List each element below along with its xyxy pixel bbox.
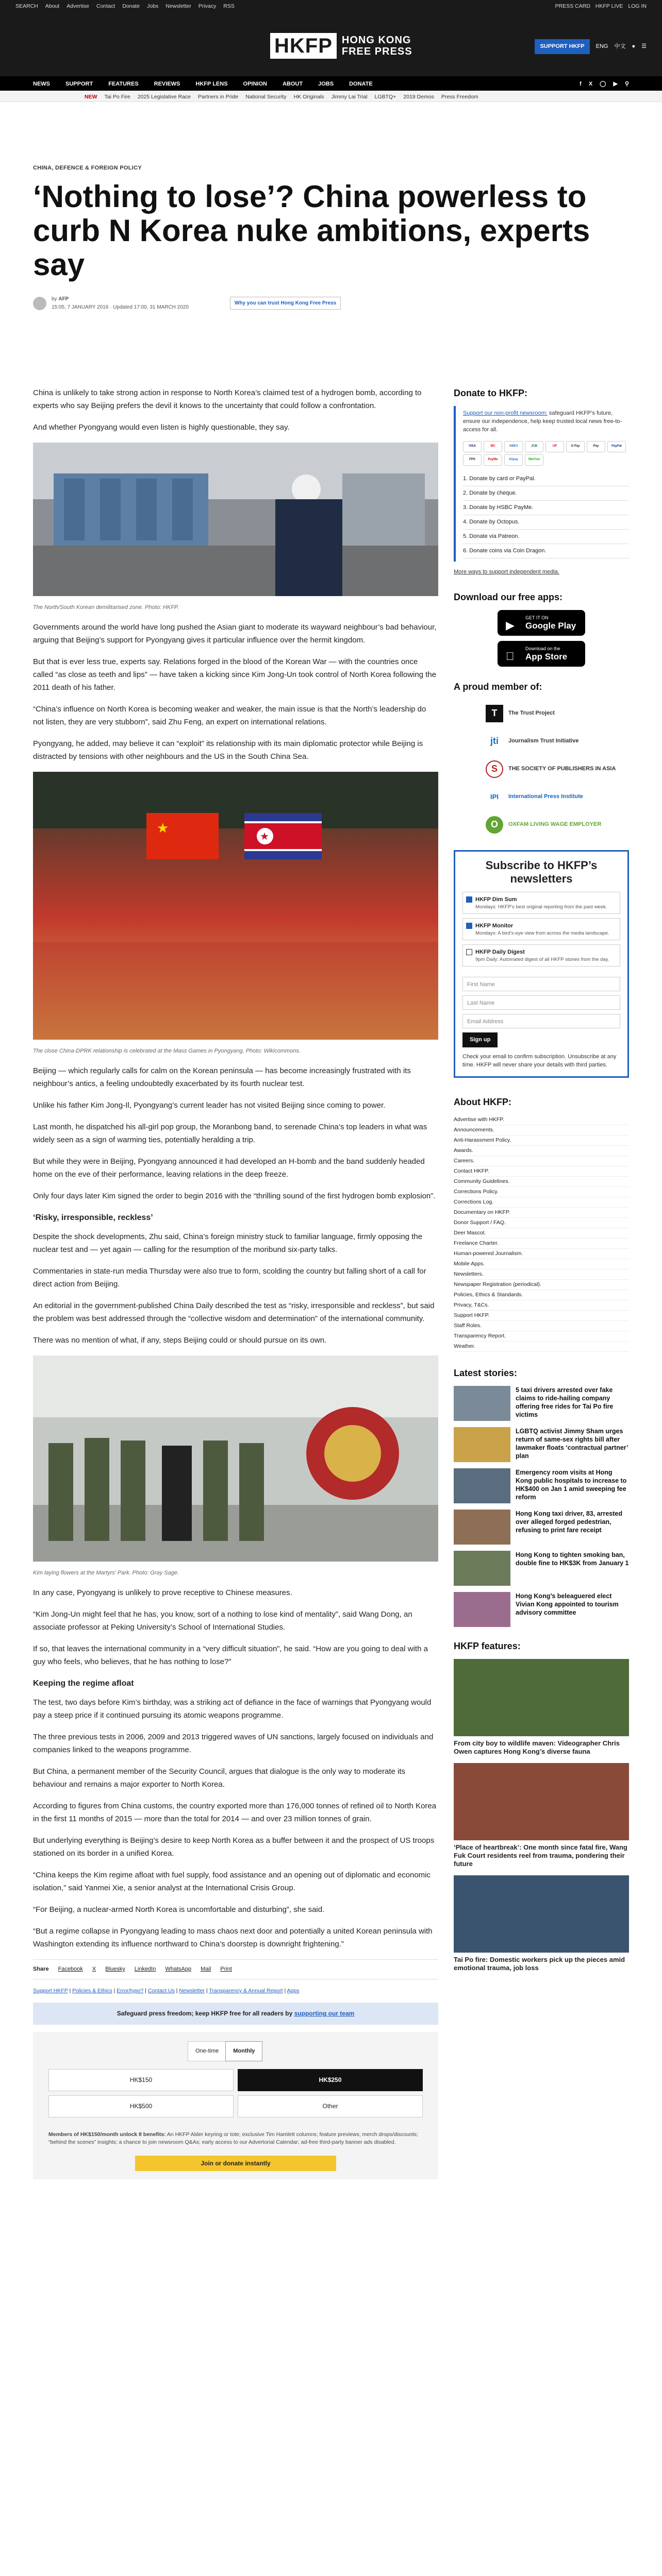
- ticker-item[interactable]: LGBTQ+: [374, 94, 396, 100]
- share-linkedin[interactable]: LinkedIn: [134, 1966, 156, 1972]
- donate-heading: Donate to HKFP:: [454, 388, 527, 398]
- top-utility-left: [15, 2, 235, 10]
- about-link[interactable]: Privacy, T&Cs.: [454, 1300, 629, 1311]
- share-print[interactable]: Print: [220, 1966, 232, 1972]
- feature-story[interactable]: [454, 1659, 629, 1756]
- about-link[interactable]: Freelance Charter.: [454, 1239, 629, 1249]
- about-link[interactable]: Staff Roles.: [454, 1321, 629, 1331]
- sidebar: [454, 386, 629, 1979]
- latest-story[interactable]: [454, 1592, 629, 1627]
- benefits-bold: Members of HK$150/month unlock 8 benefits:: [48, 2131, 166, 2138]
- donate-option[interactable]: 6. Donate coins via Coin Dragon.: [463, 544, 629, 558]
- features-heading: HKFP features:: [454, 1640, 521, 1651]
- feature-image: [454, 1875, 629, 1953]
- share-label: Share: [33, 1966, 49, 1972]
- story-title: Hong Kong taxi driver, 83, arrested over alleged forged pedestrian, refusing to print fare receipt: [516, 1510, 623, 1534]
- article-paragraph: But underlying everything is Beijing’s desire to keep North Korea as a buffer between it and the prospect of US troops stationed on its border in a unified Korea.: [33, 1836, 435, 1858]
- oxfam-logo: O: [486, 816, 503, 834]
- donate-option[interactable]: 4. Donate by Octopus.: [463, 515, 629, 530]
- link-separator: |: [145, 1988, 146, 1994]
- checkbox[interactable]: [466, 949, 472, 955]
- policies-link[interactable]: Policies & Ethics: [72, 1988, 112, 1994]
- feature-image: [454, 1763, 629, 1840]
- amount-option[interactable]: HK$500: [48, 2095, 234, 2117]
- about-link[interactable]: Corrections Log.: [454, 1197, 629, 1208]
- ticker-new-label: NEW: [85, 94, 97, 100]
- ticker-item[interactable]: 2019 Demos: [403, 94, 434, 100]
- feature-story[interactable]: [454, 1763, 629, 1868]
- about-link[interactable]: Newspaper Registration (periodical).: [454, 1280, 629, 1290]
- masthead: [0, 11, 662, 76]
- article-paragraph: There was no mention of what, if any, steps Beijing could or should pursue on its own.: [33, 1336, 327, 1345]
- site-logo[interactable]: [270, 33, 412, 59]
- contact-us-link[interactable]: Contact Us: [147, 1988, 175, 1994]
- donate-option[interactable]: 1. Donate by card or PayPal.: [463, 472, 629, 486]
- story-thumbnail: [454, 1468, 510, 1503]
- join-donate-button[interactable]: Join or donate instantly: [135, 2156, 336, 2171]
- apple-icon: [506, 648, 515, 665]
- fps-icon: FPS: [463, 454, 482, 466]
- member-name: THE SOCIETY OF PUBLISHERS IN ASIA: [508, 766, 616, 772]
- about-link[interactable]: Donor Support / FAQ.: [454, 1218, 629, 1228]
- nav-features[interactable]: FEATURES: [108, 81, 139, 87]
- youtube-icon[interactable]: ▶: [613, 81, 618, 87]
- member-name: International Press Institute: [508, 793, 583, 800]
- support-hkfp-button[interactable]: SUPPORT HKFP: [535, 39, 589, 54]
- figure-caption: Kim laying flowers at the Martyrs’ Park. Photo: Gray Sage.: [33, 1570, 179, 1576]
- topic-ticker: [0, 91, 662, 102]
- svg-text:★: ★: [157, 820, 169, 836]
- photo-martyrs-park: [33, 1355, 438, 1562]
- option-desc: Mondays: HKFP’s best original reporting from the past week.: [475, 904, 607, 910]
- logo-line-1: HONG KONG: [341, 35, 411, 46]
- donate-text-body: safeguard HKFP’s future, ensure our independence, help keep trusted local news free-to-access for all.: [463, 410, 622, 433]
- tab-one-time[interactable]: One-time: [195, 2048, 219, 2054]
- share-x[interactable]: X: [92, 1966, 96, 1972]
- signup-button[interactable]: Sign up: [462, 1032, 498, 1047]
- donate-text: [463, 409, 629, 434]
- nav-support[interactable]: SUPPORT: [65, 81, 93, 87]
- donate-option[interactable]: 3. Donate by HSBC PayMe.: [463, 501, 629, 515]
- amount-option-other[interactable]: Other: [238, 2095, 423, 2117]
- first-name-input[interactable]: First Name: [462, 977, 620, 991]
- article-paragraph: If so, that leaves the international community in a “very difficult situation”, he said. “How are you going to deal with a guy who feels, who believes, that he has nothing to lose?”: [33, 1645, 428, 1666]
- card-jcb-icon: JCB: [525, 441, 543, 452]
- topic-ticker-items: [85, 93, 478, 101]
- updated-date: Updated 17:00, 31 MARCH 2020: [113, 304, 189, 310]
- paypal-icon: PayPal: [607, 441, 626, 452]
- photo-dmz: [33, 443, 438, 596]
- x-icon[interactable]: X: [588, 81, 593, 87]
- jobs-link[interactable]: Jobs: [147, 3, 159, 9]
- google-play-small: GET IT ON: [525, 615, 549, 620]
- story-thumbnail: [454, 1427, 510, 1462]
- sopa-logo: S: [486, 760, 503, 778]
- user-icon[interactable]: ●: [632, 43, 636, 49]
- donate-text-link[interactable]: Support our non-profit newsroom:: [463, 410, 548, 416]
- photo-mass-games: [33, 772, 438, 1040]
- nav-jobs[interactable]: JOBS: [318, 81, 334, 87]
- google-play-big: Google Play: [525, 620, 576, 631]
- nav-reviews[interactable]: REVIEWS: [154, 81, 180, 87]
- donation-amounts: [48, 2069, 423, 2117]
- article-paragraph: “Kim Jong-Un might feel that he has, you know, sort of a nothing to lose kind of mentality”, said Wang Dong, an associate professor at Peking University’s School of International Studies.: [33, 1610, 412, 1632]
- figure-caption: The North/South Korean demilitarised zone. Photo: HKFP.: [33, 604, 179, 611]
- last-name-input[interactable]: Last Name: [462, 995, 620, 1010]
- card-amex-icon: AMEX: [504, 441, 523, 452]
- apps-heading: Download our free apps:: [454, 592, 563, 603]
- dateline: 15:05, 7 JANUARY 2016: [52, 304, 109, 310]
- article-paragraph: In any case, Pyongyang is unlikely to prove receptive to Chinese measures.: [33, 1588, 292, 1597]
- top-utility-bar: [0, 0, 662, 11]
- lang-zh-link[interactable]: 中文: [614, 43, 626, 49]
- ticker-item[interactable]: Press Freedom: [441, 94, 478, 100]
- newsletter-box: [454, 850, 629, 1078]
- privacy-link[interactable]: Privacy: [198, 3, 217, 9]
- member-jti[interactable]: [486, 727, 629, 755]
- safeguard-text: Safeguard press freedom; keep HKFP free for all readers by: [117, 2010, 293, 2017]
- article-body: [33, 386, 438, 2179]
- member-name: The Trust Project: [508, 710, 555, 717]
- about-links-list: [454, 1115, 629, 1352]
- latest-heading: Latest stories:: [454, 1368, 518, 1379]
- apps-link[interactable]: Apps: [287, 1988, 300, 1994]
- member-ipi[interactable]: [486, 783, 629, 811]
- app-store-small: Download on the: [525, 646, 560, 651]
- section-heading: ‘Risky, irresponsible, reckless’: [33, 1213, 153, 1222]
- feature-title: Tai Po fire: Domestic workers pick up the pieces amid emotional trauma, job loss: [454, 1955, 625, 1972]
- feature-title: From city boy to wildlife maven: Videographer Chris Owen captures Hong Kong’s diverse fauna: [454, 1739, 620, 1755]
- author-name[interactable]: AFP: [58, 296, 69, 302]
- latest-story[interactable]: [454, 1468, 629, 1503]
- link-separator: |: [206, 1988, 208, 1994]
- lang-eng-link[interactable]: ENG: [595, 43, 608, 49]
- donate-option[interactable]: 5. Donate via Patreon.: [463, 530, 629, 544]
- story-thumbnail: [454, 1386, 510, 1421]
- article-headline: ‘Nothing to lose’? China powerless to curb N Korea nuke ambitions, experts say: [33, 179, 590, 282]
- feature-story[interactable]: [454, 1875, 629, 1972]
- about-link[interactable]: Human-powered Journalism.: [454, 1249, 629, 1259]
- article-paragraph: Governments around the world have long pushed the Asian giant to moderate its wayward neighbour’s bad behaviour, arguing that Beijing’s support for Pyongyang gives it particular influence over the hermit kingdom.: [33, 623, 437, 645]
- about-link[interactable]: Weather.: [454, 1342, 629, 1352]
- why-trust-box[interactable]: Why you can trust Hong Kong Free Press: [230, 297, 341, 310]
- member-trust-project[interactable]: [486, 700, 629, 727]
- article-paragraph: Last month, he dispatched his all-girl pop group, the Moranbong band, to serenade China’s top leaders in what was widely seen as a sign of warming ties, potentially heralding a trip.: [33, 1123, 427, 1144]
- app-store-big: App Store: [525, 651, 568, 662]
- svg-text:★: ★: [260, 831, 269, 842]
- newsletter-option[interactable]: [462, 944, 620, 967]
- about-link[interactable]: Anti-Harassment Policy.: [454, 1136, 629, 1146]
- main-nav: [0, 76, 662, 91]
- facebook-icon[interactable]: f: [580, 81, 582, 87]
- payment-methods: [463, 441, 629, 466]
- email-input[interactable]: Email Address: [462, 1014, 620, 1028]
- article-paragraph: According to figures from China customs, the country exported more than 176,000 tonnes of refined oil to North Korea in the first 11 months of 2015 — more than the total for 2014 — and over 23 million tonnes of grain.: [33, 1802, 437, 1823]
- about-heading: About HKFP:: [454, 1097, 511, 1108]
- trust-project-logo: T: [486, 705, 503, 722]
- logo-line-2: FREE PRESS: [341, 46, 412, 57]
- ipi-logo: IPI: [490, 792, 499, 801]
- article-paragraph: “For Beijing, a nuclear-armed North Korea is uncomfortable and disturbing”, she said.: [33, 1905, 325, 1914]
- story-title: LGBTQ activist Jimmy Sham urges return of same-sex rights bill after lawmaker floats ‘contractual partner’ plan: [516, 1427, 628, 1460]
- donate-option[interactable]: 2. Donate by cheque.: [463, 486, 629, 501]
- link-separator: |: [176, 1988, 178, 1994]
- ticker-item[interactable]: Partners in Pride: [198, 94, 239, 100]
- top-utility-right: [555, 2, 647, 10]
- section-heading: Keeping the regime afloat: [33, 1679, 134, 1688]
- donate-options-list: [463, 472, 629, 558]
- about-link[interactable]: Deer Mascot.: [454, 1228, 629, 1239]
- ticker-item[interactable]: HK Originals: [293, 94, 324, 100]
- article-paragraph: Despite the shock developments, Zhu said, China’s foreign ministry stuck to familiar language, firmly opposing the nuclear test and — yet again — calling for the resumption of the moribund six-party talks.: [33, 1232, 423, 1254]
- advertise-link[interactable]: Advertise: [67, 3, 89, 9]
- about-link[interactable]: Newsletters.: [454, 1269, 629, 1280]
- share-bar: [33, 1959, 438, 1979]
- link-separator: |: [113, 1988, 115, 1994]
- newsletter-option[interactable]: [462, 918, 620, 940]
- figure-dmz: [33, 443, 438, 612]
- feature-title: ‘Place of heartbreak’: One month since fatal fire, Wang Fuk Court residents reel from trauma, pondering their future: [454, 1843, 627, 1868]
- article-paragraph: “But a regime collapse in Pyongyang leading to mass chaos next door and potentially a united Korean peninsula with Washington extending its influence northward to China’s doorstep is downright frightening.”: [33, 1927, 433, 1948]
- press-card-link[interactable]: PRESS CARD: [555, 3, 590, 9]
- contact-link[interactable]: Contact: [96, 3, 115, 9]
- story-thumbnail: [454, 1592, 510, 1627]
- card-visa-icon: VISA: [463, 441, 482, 452]
- nav-news[interactable]: NEWS: [33, 81, 50, 87]
- article-paragraph: The test, two days before Kim’s birthday, was a striking act of defiance in the face of warnings that Pyongyang would pay a steep price if it continued pursuing its atomic weapons programme.: [33, 1698, 432, 1720]
- instagram-icon[interactable]: ◯: [600, 81, 606, 87]
- donation-benefits-note: [48, 2131, 420, 2146]
- about-link[interactable]: Careers.: [454, 1156, 629, 1166]
- article-paragraph: But that is ever less true, experts say. Relations forged in the blood of the Korean War — with the countries once called “as close as teeth and lips” — have taken a kicking since Kim Jong-Un took control of North Korea following the 2011 death of his father.: [33, 657, 437, 692]
- ticker-item[interactable]: National Security: [245, 94, 287, 100]
- newsletter-note: Check your email to confirm subscription. Unsubscribe at any time. HKFP will never share your details with third parties.: [462, 1054, 617, 1069]
- figure-caption: The close China-DPRK relationship is celebrated at the Mass Games in Pyongyang. Photo: Wikicommons.: [33, 1048, 301, 1054]
- share-whatsapp[interactable]: WhatsApp: [165, 1966, 192, 1972]
- main-nav-items: [33, 80, 373, 89]
- about-link[interactable]: Support HKFP.: [454, 1311, 629, 1321]
- about-link[interactable]: Documentary on HKFP.: [454, 1208, 629, 1218]
- about-link[interactable]: Awards.: [454, 1146, 629, 1156]
- latest-story[interactable]: [454, 1510, 629, 1545]
- story-title: Hong Kong’s beleaguered elect Vivian Kong appointed to tourism advisory committee: [516, 1592, 619, 1616]
- article-meta: [33, 295, 629, 311]
- play-icon: ▶: [506, 619, 515, 632]
- wechat-pay-icon: WeChat: [525, 454, 543, 466]
- link-separator: |: [284, 1988, 286, 1994]
- article-paragraph: “China’s influence on North Korea is becoming weaker and weaker, the main issue is that the North’s leadership do not listen, they are very stubborn”, said Zhu Feng, an expert on international relations.: [33, 705, 426, 726]
- article-paragraph: Commentaries in state-run media Thursday were also true to form, scolding the country but falling short of a call for direct action from Beijing.: [33, 1267, 426, 1289]
- option-desc: Mondays: A bird’s-eye view from across the media landscape.: [475, 930, 609, 937]
- link-separator: |: [69, 1988, 71, 1994]
- card-unionpay-icon: UP: [545, 441, 564, 452]
- article-paragraph: But China, a permanent member of the Security Council, argues that dialogue is the only way to moderate its behaviour and remains a major exporter to North Korea.: [33, 1767, 406, 1789]
- byline-label: by: [52, 296, 57, 302]
- about-link[interactable]: Announcements.: [454, 1125, 629, 1136]
- article-header: [33, 164, 629, 311]
- login-link[interactable]: LOG IN: [628, 3, 647, 9]
- amount-option-selected[interactable]: HK$250: [238, 2069, 423, 2091]
- about-link[interactable]: Community Guidelines.: [454, 1177, 629, 1187]
- latest-story[interactable]: [454, 1427, 629, 1462]
- apple-pay-icon: Pay: [587, 441, 605, 452]
- error-typo-link[interactable]: Error/typo?: [117, 1988, 144, 1994]
- app-store-badge[interactable]: [498, 641, 585, 667]
- story-title: Emergency room visits at Hong Kong public hospitals to increase to HK$400 on Jan 1 amid sweeping fee reform: [516, 1468, 627, 1501]
- author-avatar: [33, 297, 46, 310]
- nav-about[interactable]: ABOUT: [282, 81, 303, 87]
- social-icons: [580, 80, 629, 89]
- newsletter-option[interactable]: [462, 892, 620, 914]
- ticker-item[interactable]: 2025 Legislative Race: [137, 94, 191, 100]
- share-bluesky[interactable]: Bluesky: [105, 1966, 125, 1972]
- about-link[interactable]: Corrections Policy.: [454, 1187, 629, 1197]
- article-category[interactable]: CHINA, DEFENCE & FOREIGN POLICY: [33, 165, 142, 171]
- article-paragraph: Beijing — which regularly calls for calm on the Korean peninsula — has become increasingly frustrated with its neighbour’s antics, a feeling undoubtedly exacerbated by its fourth nuclear test.: [33, 1066, 411, 1088]
- benefits-text: An HKFP Alder keyring or tote; exclusive Tim Hamlett columns; feature previews; merch drops/discounts; “behind the scenes” insights; a chance to join newsroom Q&As; early access to our Advertorial Calendar; ad-free third-party banner ads disabled.: [48, 2131, 418, 2145]
- jti-logo: jti: [490, 736, 499, 746]
- article-paragraph: Only four days later Kim signed the order to begin 2016 with the “thrilling sound of the first hydrogen bomb explosion”.: [33, 1192, 436, 1200]
- about-link[interactable]: About: [45, 3, 60, 9]
- features-list: [454, 1659, 629, 1972]
- article-paragraph: But while they were in Beijing, Pyongyang announced it had developed an H-bomb and the band suddenly headed home on the eve of their performance, leaving relations in the deep freeze.: [33, 1157, 425, 1179]
- about-link[interactable]: Policies, Ethics & Standards.: [454, 1290, 629, 1300]
- card-mastercard-icon: MC: [484, 441, 502, 452]
- about-link[interactable]: Advertise with HKFP.: [454, 1115, 629, 1125]
- tab-monthly[interactable]: Monthly: [226, 2042, 262, 2061]
- gpay-icon: G Pay: [566, 441, 585, 452]
- logo-box: HKFP: [270, 33, 337, 59]
- checkbox-checked[interactable]: [466, 923, 472, 929]
- latest-story[interactable]: [454, 1551, 629, 1586]
- transparency-link[interactable]: Transparency & Annual Report: [209, 1988, 283, 1994]
- feature-image: [454, 1659, 629, 1736]
- latest-stories-list: [454, 1386, 629, 1627]
- nav-donate[interactable]: DONATE: [349, 81, 373, 87]
- nav-lens[interactable]: HKFP LENS: [195, 81, 228, 87]
- about-link[interactable]: Transparency Report.: [454, 1331, 629, 1342]
- member-sopa[interactable]: [486, 755, 629, 783]
- member-oxfam[interactable]: [486, 811, 629, 839]
- google-play-badge[interactable]: [498, 610, 585, 636]
- donation-frequency-toggle: [188, 2041, 262, 2061]
- safeguard-banner: [33, 2003, 438, 2025]
- alipay-icon: Alipay: [504, 454, 523, 466]
- article-paragraph: China is unlikely to take strong action in response to North Korea’s claimed test of a hydrogen bomb, according to experts who say Beijing prefers the devil it knows to the uncertainty that could follow a confrontation.: [33, 388, 422, 410]
- ticker-item[interactable]: Jimmy Lai Trial: [331, 94, 368, 100]
- story-thumbnail: [454, 1551, 510, 1586]
- option-name: HKFP Dim Sum: [475, 896, 517, 903]
- article-paragraph: And whether Pyongyang would even listen is highly questionable, they say.: [33, 423, 290, 432]
- article-paragraph: The three previous tests in 2006, 2009 and 2013 triggered waves of UN sanctions, largely focused on individuals and companies linked to the weapons programme.: [33, 1733, 434, 1754]
- donate-link[interactable]: Donate: [122, 3, 140, 9]
- article-paragraph: An editorial in the government-published China Daily described the test as “risky, irresponsible and reckless”, but said the problem was best addressed through the “collective wisdom and determination” of the international community.: [33, 1301, 435, 1323]
- menu-icon[interactable]: ☰: [641, 43, 647, 49]
- newsletter-link[interactable]: Newsletter: [179, 1988, 205, 1994]
- newsletter-link[interactable]: Newsletter: [166, 3, 191, 9]
- search-link[interactable]: SEARCH: [15, 3, 38, 9]
- option-desc: 9pm Daily: Automated digest of all HKFP stories from the day.: [475, 957, 609, 963]
- donate-panel: [454, 406, 629, 562]
- about-link[interactable]: Contact HKFP.: [454, 1166, 629, 1177]
- member-name: Journalism Trust Initiative: [508, 738, 579, 744]
- checkbox-checked[interactable]: [466, 896, 472, 903]
- hkfp-live-link[interactable]: HKFP LIVE: [595, 3, 623, 9]
- search-icon[interactable]: ⚲: [624, 81, 629, 87]
- footer-links: [33, 1985, 438, 1997]
- about-link[interactable]: Mobile Apps.: [454, 1259, 629, 1269]
- member-name: OXFAM LIVING WAGE EMPLOYER: [508, 821, 602, 828]
- payme-icon: PayMe: [484, 454, 502, 466]
- nav-opinion[interactable]: OPINION: [243, 81, 267, 87]
- support-hkfp-link[interactable]: Support HKFP: [33, 1988, 68, 1994]
- byline: by AFP 15:05, 7 JANUARY 2016 · Updated 17:00, 31 MARCH 2020: [52, 296, 189, 310]
- share-mail[interactable]: Mail: [201, 1966, 211, 1972]
- logo-text: [342, 35, 412, 57]
- newsletter-heading: Subscribe to HKFP’s newsletters: [485, 858, 598, 885]
- article-paragraph: Unlike his father Kim Jong-Il, Pyongyang’s current leader has not visited Beijing since coming to power.: [33, 1101, 386, 1110]
- story-title: 5 taxi drivers arrested over fake claims to ride-hailing company offering free rides for Tai Po fire victims: [516, 1386, 614, 1418]
- member-heading: A proud member of:: [454, 682, 542, 692]
- article-paragraph: Pyongyang, he added, may believe it can “exploit” its relationship with its main diplomatic protector while Beijing is distracted by tensions with other neighbours and the US in the South China Sea.: [33, 739, 423, 761]
- amount-option[interactable]: HK$150: [48, 2069, 234, 2091]
- more-ways-link[interactable]: More ways to support independent media.: [454, 569, 559, 575]
- option-name: HKFP Daily Digest: [475, 949, 525, 956]
- donation-box: [33, 2032, 438, 2179]
- article-paragraph: “China keeps the Kim regime afloat with fuel supply, food assistance and an opening out of diplomatic and economic isolation,” said Yanmei Xie, a senior analyst at the International Crisis Group.: [33, 1871, 431, 1892]
- rss-link[interactable]: RSS: [223, 3, 235, 9]
- share-facebook[interactable]: Facebook: [58, 1966, 83, 1972]
- safeguard-link[interactable]: supporting our team: [294, 2010, 355, 2017]
- masthead-actions: [535, 39, 647, 54]
- option-name: HKFP Monitor: [475, 923, 514, 929]
- figure-mass-games: [33, 772, 438, 1055]
- latest-story[interactable]: [454, 1386, 629, 1421]
- figure-martyrs-park: [33, 1355, 438, 1577]
- story-thumbnail: [454, 1510, 510, 1545]
- story-title: Hong Kong to tighten smoking ban, double fine to HK$3K from January 1: [516, 1551, 629, 1567]
- ticker-item[interactable]: Tai Po Fire: [104, 94, 130, 100]
